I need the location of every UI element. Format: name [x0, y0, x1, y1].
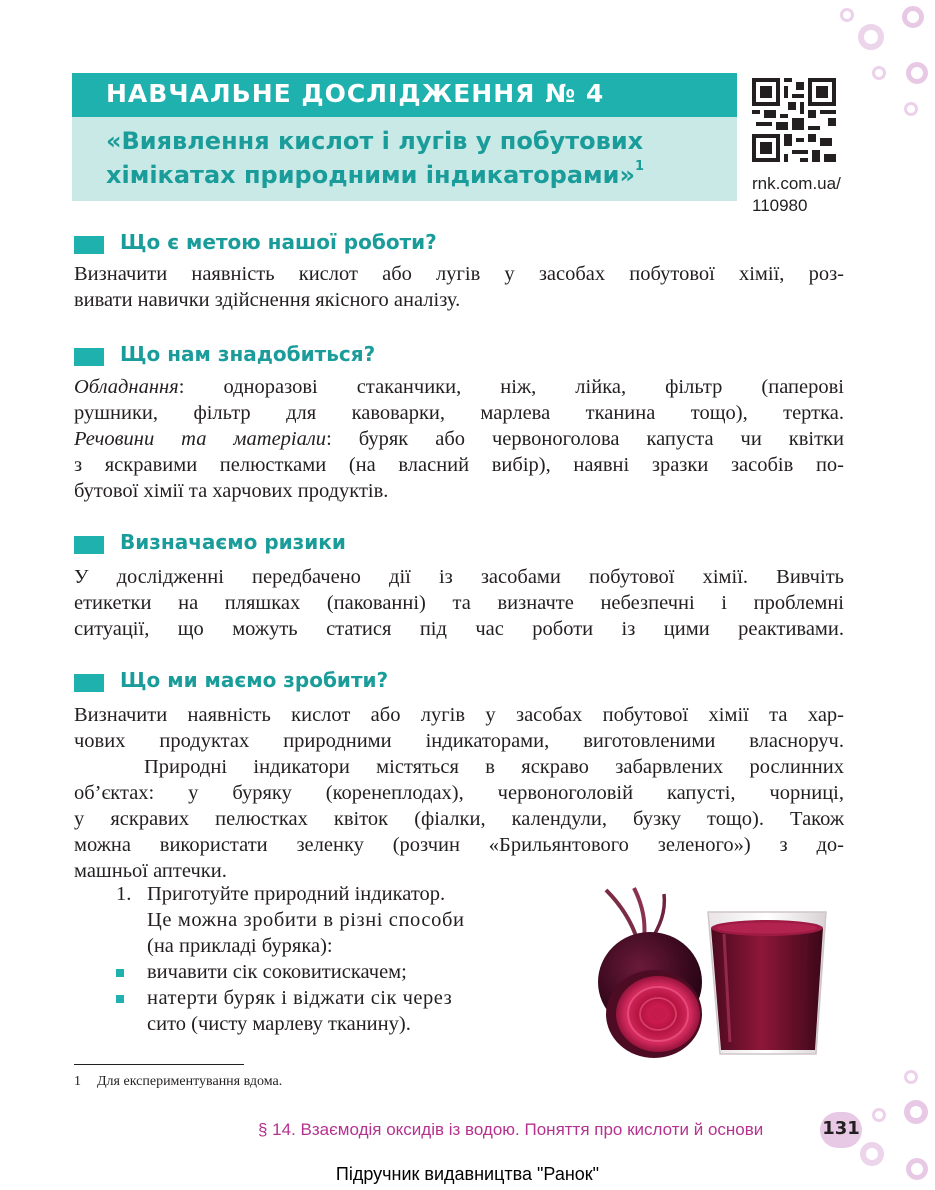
materials-line-3: бутової хімії та харчових продуктів.: [74, 480, 389, 502]
equipment-text: : одноразові стаканчики, ніж, лійка, фільтр (паперові: [178, 376, 844, 398]
step-1-line-1: Приготуйте природний індикатор.: [147, 883, 446, 905]
todo-para2-line-5: машньої аптечки.: [74, 860, 227, 882]
todo-para2-line-2: об’єктах: у буряку (коренеплодах), червоноголовій капусті, чорниці,: [74, 782, 844, 804]
qr-code-icon[interactable]: [752, 78, 836, 162]
bullet-2-line-2: сито (чисту марлеву тканину).: [147, 1013, 411, 1035]
bullet-2-line-1: натерти буряк і віджати сік через: [147, 987, 453, 1009]
todo-para2-line-1: Природні індикатори містяться в яскраво забарвлених рослинних: [144, 756, 844, 778]
goal-line-1: Визначити наявність кислот або лугів у засобах побутової хімії, роз-: [74, 263, 844, 285]
materials-line-1: [74, 427, 844, 453]
risks-line-2: етикетки на пляшках (пакованні) та визначте небезпечні і проблемні: [74, 592, 844, 614]
decorative-circle: [858, 24, 884, 50]
footnote-number: 1: [74, 1074, 81, 1089]
decorative-circle: [840, 8, 854, 22]
section-needs-title: Що нам знадобиться?: [120, 342, 376, 366]
goal-line-2: вивати навички здійснення якісного аналізу.: [74, 289, 461, 311]
section-marker: [74, 674, 104, 692]
equipment-text: рушники, фільтр для кавоварки, марлева тканина тощо), тертка.: [74, 402, 844, 424]
risks-line-1: У дослідженні передбачено дії із засобами побутової хімії. Вивчіть: [74, 566, 844, 588]
decorative-circle: [906, 62, 928, 84]
step-1-line-3: (на прикладі буряка):: [147, 935, 333, 957]
qr-link-line2[interactable]: 110980: [752, 196, 808, 215]
section-goal-title: Що є метою нашої роботи?: [120, 230, 437, 254]
decorative-circle: [872, 1108, 886, 1122]
beet-juice-photo: [580, 882, 830, 1062]
equipment-label: Обладнання: [74, 376, 179, 398]
step-number: 1.: [116, 883, 132, 905]
bullet-marker: [116, 995, 124, 1003]
equipment-line-1: [74, 375, 844, 401]
research-title-bar: [72, 73, 737, 117]
equipment-line-2: [74, 401, 844, 427]
todo-line-2: чових продуктах природними індикаторами, виготовленими власноруч.: [74, 730, 844, 752]
footnote-mark: 1: [635, 159, 645, 174]
materials-label: Речовини та матеріали: [74, 428, 327, 450]
todo-para2-line-4: можна використати зеленку (розчин «Брильянтового зеленого») з до-: [74, 834, 844, 856]
todo-para2-line-3: у яскравих пелюстках квіток (фіалки, календули, бузку тощо). Також: [74, 808, 844, 830]
materials-line-2: з яскравими пелюстками (на власний вибір), наявні зразки засобів по-: [74, 454, 844, 476]
decorative-circle: [872, 66, 886, 80]
research-title: НАВЧАЛЬНЕ ДОСЛІДЖЕННЯ № 4: [106, 79, 605, 108]
research-subtitle-text: хімікатах природними індикаторами»: [106, 161, 635, 189]
footnote-text: Для експериментування вдома.: [97, 1074, 283, 1089]
section-risks-title: Визначаємо ризики: [120, 530, 346, 554]
risks-line-3: ситуації, що можуть статися під час роботи із цими реактивами.: [74, 618, 844, 640]
footnote: [74, 1074, 282, 1090]
decorative-circle: [904, 1100, 928, 1124]
running-title: § 14. Взаємодія оксидів із водою. Поняття про кислоти й основи: [258, 1120, 764, 1139]
page-number-badge: [820, 1112, 862, 1148]
section-todo-title: Що ми маємо зробити?: [120, 668, 389, 692]
qr-link-line1[interactable]: rnk.com.ua/: [752, 174, 841, 193]
research-subtitle-box: [72, 117, 737, 201]
decorative-circle: [902, 6, 924, 28]
publisher-caption: Підручник видавництва "Ранок": [335, 1164, 600, 1184]
research-subtitle-line2: [106, 161, 644, 189]
bullet-1-text: вичавити сік соковитискачем;: [147, 961, 407, 983]
materials-text: : буряк або червоноголова капуста чи квітки: [326, 428, 844, 450]
decorative-circle: [904, 1070, 918, 1084]
decorative-circle: [860, 1142, 884, 1166]
section-marker: [74, 236, 104, 254]
bullet-marker: [116, 969, 124, 977]
footnote-divider: [74, 1064, 244, 1065]
page-number: 131: [822, 1118, 860, 1139]
section-marker: [74, 348, 104, 366]
research-subtitle-line1: «Виявлення кислот і лугів у побутових: [106, 127, 644, 155]
step-1-line-2: Це можна зробити в різні способи: [147, 909, 465, 931]
todo-line-1: Визначити наявність кислот або лугів у засобах побутової хімії та хар-: [74, 704, 844, 726]
decorative-circle: [904, 102, 918, 116]
section-marker: [74, 536, 104, 554]
